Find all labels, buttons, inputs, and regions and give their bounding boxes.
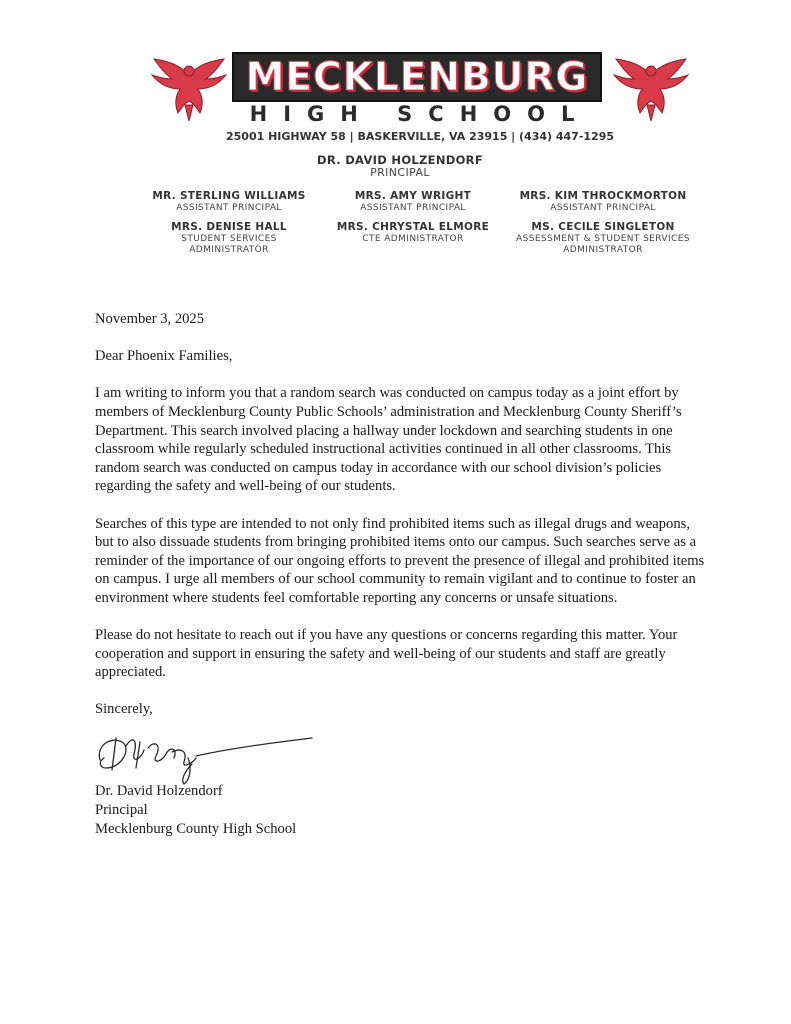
admin-title: ASSISTANT PRINCIPAL [176, 203, 282, 213]
principal-block [245, 154, 555, 178]
phoenix-icon [612, 55, 690, 123]
letter-paragraph: I am writing to inform you that a random search was conducted on campus today as a joint effort by members of Mecklenburg County Public Schools’ administration and Mecklenburg County Sheriff’s Department. This search involved placing a hallway under lockdown and searching students in one classroom while regularly scheduled instructional activities continued in all other classrooms. This random search was conducted on campus today in accordance with our school division’s policies regarding the safety and well-being of our students. [95, 385, 682, 495]
admin-entry [486, 221, 720, 256]
letter-paragraph: Searches of this type are intended to not only find prohibited items such as illegal drugs and weapons, but to also dissuade students from bringing prohibited items onto our campus. Such searches serve as a reminder of the importance of our ongoing efforts to prevent the presence of illegal and prohibited items on campus. I urge all members of our school community to remain vigilant and to continue to foster an environment where students feel comfortable reporting any concerns or unsafe situations. [95, 515, 705, 606]
school-address: 25001 HIGHWAY 58 | BASKERVILLE, VA 23915 | (434) 447-1295 [225, 130, 615, 143]
admin-title: ADMINISTRATOR [189, 245, 269, 255]
signer-name: Dr. David Holzendorf [95, 783, 223, 799]
principal-name: DR. DAVID HOLZENDORF [317, 153, 483, 167]
phoenix-icon [150, 55, 228, 123]
school-name: MECKLENBURG [245, 54, 589, 100]
admin-name: MS. CECILE SINGLETON [531, 221, 675, 233]
school-name-banner [232, 52, 602, 102]
admin-entry [124, 190, 334, 214]
admin-title: STUDENT SERVICES [181, 234, 277, 244]
signer-block [95, 782, 296, 839]
signature-icon [92, 728, 322, 788]
letter-salutation: Dear Phoenix Families, [95, 348, 233, 365]
admin-title: ADMINISTRATOR [563, 245, 643, 255]
admin-title: ASSISTANT PRINCIPAL [360, 203, 466, 213]
letterhead [0, 0, 791, 260]
admin-title: ASSISTANT PRINCIPAL [550, 203, 656, 213]
letter-body [95, 310, 705, 738]
signer-title: Principal [95, 802, 148, 818]
admin-name: MRS. AMY WRIGHT [354, 190, 472, 202]
letter-paragraph: Please do not hesitate to reach out if you have any questions or concerns regarding this matter. Your cooperation and support in ensuring the safety and well-being of our students and staff are greatly appreciated. [95, 627, 678, 681]
letter-closing: Sincerely, [95, 701, 153, 718]
admin-name: MRS. CHRYSTAL ELMORE [336, 221, 490, 233]
admin-title: CTE ADMINISTRATOR [362, 234, 464, 244]
letter-date: November 3, 2025 [95, 311, 205, 327]
school-subtitle: HIGH SCHOOL [249, 102, 591, 126]
admin-entry [308, 190, 518, 214]
admin-name: MRS. DENISE HALL [171, 221, 287, 233]
principal-title: PRINCIPAL [370, 166, 430, 179]
admin-entry [124, 221, 334, 256]
admin-name: MR. STERLING WILLIAMS [152, 190, 306, 202]
admin-name: MRS. KIM THROCKMORTON [519, 190, 687, 202]
admin-title: ASSESSMENT & STUDENT SERVICES [516, 234, 690, 244]
signer-organization: Mecklenburg County High School [95, 821, 297, 837]
admin-entry [498, 190, 708, 214]
